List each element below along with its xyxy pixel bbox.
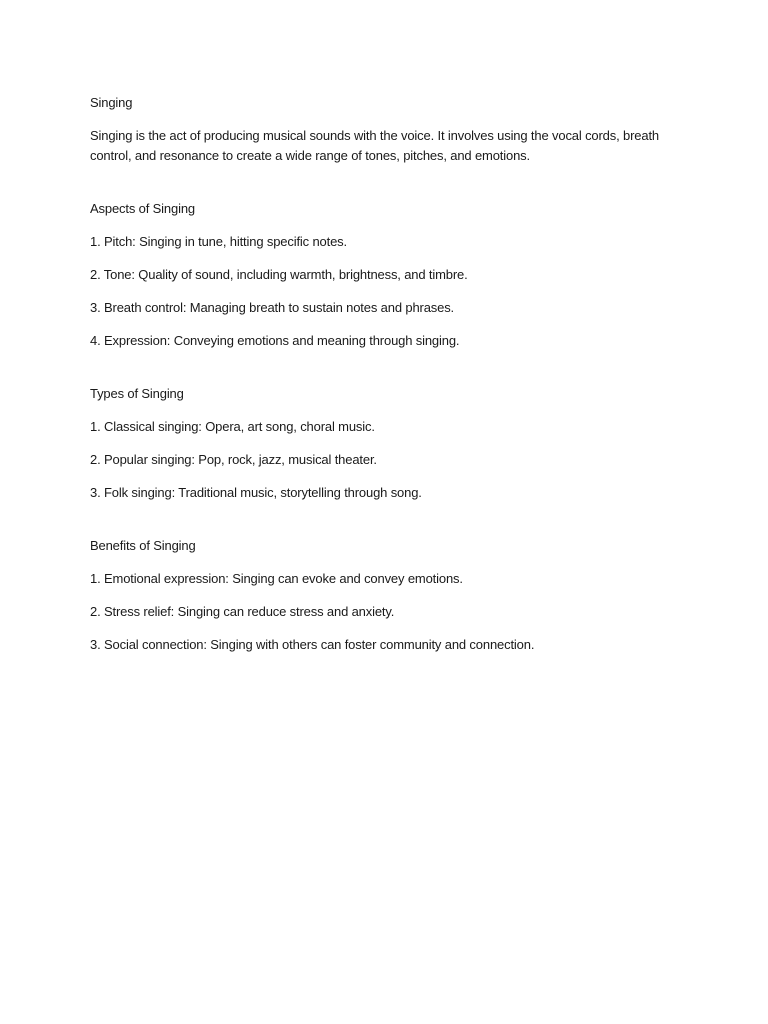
section-heading: Types of Singing: [90, 386, 184, 401]
section-benefits: [90, 536, 680, 655]
section-aspects: [90, 199, 680, 351]
list-item: 3. Social connection: Singing with others can foster community and connection.: [90, 637, 535, 652]
intro-paragraph: Singing is the act of producing musical sounds with the voice. It involves using the vocal cords, breath control, and resonance to create a wide range of tones, pitches, and emotions.: [90, 128, 659, 163]
document-title: Singing: [90, 95, 133, 110]
section-types: [90, 384, 680, 503]
document-body: [90, 93, 680, 655]
section-heading: Aspects of Singing: [90, 201, 195, 216]
list-item: 1. Pitch: Singing in tune, hitting specific notes.: [90, 234, 347, 249]
list-item: 3. Folk singing: Traditional music, storytelling through song.: [90, 485, 422, 500]
list-item: 2. Tone: Quality of sound, including warmth, brightness, and timbre.: [90, 267, 468, 282]
list-item: 4. Expression: Conveying emotions and meaning through singing.: [90, 333, 460, 348]
list-item: 2. Popular singing: Pop, rock, jazz, musical theater.: [90, 452, 377, 467]
list-item: 1. Emotional expression: Singing can evoke and convey emotions.: [90, 571, 463, 586]
list-item: 1. Classical singing: Opera, art song, choral music.: [90, 419, 375, 434]
section-heading: Benefits of Singing: [90, 538, 196, 553]
list-item: 2. Stress relief: Singing can reduce stress and anxiety.: [90, 604, 395, 619]
list-item: 3. Breath control: Managing breath to sustain notes and phrases.: [90, 300, 455, 315]
